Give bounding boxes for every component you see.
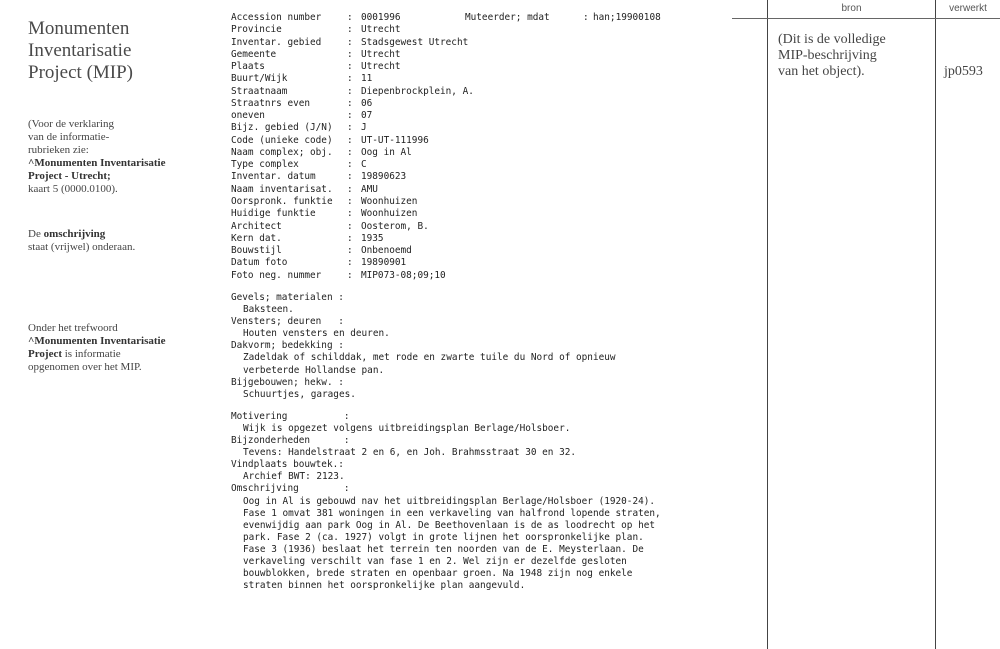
note-line: kaart 5 (0000.0100). [28, 183, 118, 195]
column-divider [767, 0, 768, 649]
section-text: evenwijdig aan park Oog in Al. De Beethovenlaan is de as loodrecht op het [243, 519, 656, 531]
record-row [231, 257, 751, 269]
field-colon: : [347, 122, 353, 134]
record-row [231, 233, 751, 245]
record-section [231, 292, 751, 316]
record-section [231, 435, 751, 459]
section-label: Gevels; materialen : [231, 292, 344, 303]
field-value: Diepenbrockplein, A. [361, 85, 474, 97]
section-label: Motivering : [231, 410, 350, 422]
field-value: Woonhuizen [361, 195, 418, 207]
field-value: J [361, 122, 367, 134]
field-label: Type complex [231, 159, 299, 171]
field-label: Gemeente [231, 48, 277, 60]
field-label: Code (unieke code) [231, 134, 333, 146]
field-colon: : [347, 183, 353, 195]
field-colon: : [347, 12, 353, 23]
field-value: 06 [361, 97, 373, 109]
field-value: Oog in Al [361, 146, 412, 158]
record-fields [231, 12, 751, 282]
field-label: Accession number [231, 12, 322, 23]
section-text: Fase 1 omvat 381 woningen in een verkaveling van halfrond lopende straten, [243, 507, 661, 519]
record-section [231, 483, 751, 592]
field-value: 1935 [361, 232, 384, 244]
verwerkt-code: jp0593 [944, 64, 983, 79]
section-text: Zadeldak of schilddak, met rode en zwarte tuile du Nord of opnieuw [243, 352, 616, 364]
record-row [231, 37, 751, 49]
field-colon: : [347, 97, 353, 109]
record-row [231, 12, 751, 24]
section-text: Tevens: Handelstraat 2 en 6, en Joh. Brahmsstraat 30 en 32. [243, 447, 577, 459]
note-text: De [28, 228, 44, 240]
section-label: Bijgebouwen; hekw. : [231, 376, 344, 388]
note-bold: Project [28, 348, 62, 360]
field-value: Woonhuizen [361, 208, 418, 220]
mutation-colon: : [583, 12, 589, 23]
record-section [231, 340, 751, 376]
field-colon: : [347, 48, 353, 60]
field-value: Utrecht [361, 48, 401, 60]
section-text: Houten vensters en deuren. [243, 328, 390, 340]
mutation-label: Muteerder; mdat [465, 12, 550, 23]
field-value: UT-UT-111996 [361, 134, 429, 146]
record-row [231, 171, 751, 183]
field-label: oneven [231, 110, 265, 122]
record-row [231, 184, 751, 196]
field-value: 11 [361, 73, 373, 85]
section-label: Vensters; deuren : [231, 316, 344, 328]
record-section [231, 316, 751, 340]
field-label: Straatnaam [231, 85, 288, 97]
field-value: Oosterom, B. [361, 220, 429, 232]
note-line: staat (vrijwel) onderaan. [28, 241, 136, 253]
field-label: Foto neg. nummer [231, 269, 322, 281]
title-line: Inventarisatie [28, 40, 132, 61]
note-line: opgenomen over het MIP. [28, 361, 142, 373]
field-value: 07 [361, 110, 373, 122]
note-line: van de informatie- [28, 131, 110, 143]
record-row [231, 49, 751, 61]
section-text: Fase 3 (1936) beslaat het terrein ten noorden van de E. Meysterlaan. De [243, 543, 644, 555]
keyword-note [28, 322, 218, 374]
field-label: Oorspronk. funktie [231, 195, 333, 207]
record-row [231, 270, 751, 282]
record-row [231, 208, 751, 220]
field-value: Utrecht [361, 24, 401, 36]
section-text: verkaveling verschilt van fase 1 en 2. Wel zijn er dezelfde gesloten [243, 555, 627, 567]
note-bold: ^Monumenten Inventarisatie [28, 157, 166, 169]
section-gap [231, 401, 751, 411]
field-value: MIP073-08;09;10 [361, 269, 446, 281]
field-label: Kern dat. [231, 232, 282, 244]
field-value: 19890623 [361, 171, 407, 183]
bron-line: MIP-beschrijving [778, 48, 877, 63]
field-label: Naam inventarisat. [231, 183, 333, 195]
field-label: Buurt/Wijk [231, 73, 288, 85]
field-value: Utrecht [361, 61, 401, 73]
section-text: Wijk is opgezet volgens uitbreidingsplan Berlage/Holsboer. [243, 422, 571, 434]
note-bold: omschrijving [43, 228, 106, 240]
field-label: Straatnrs even [231, 97, 311, 109]
section-label: Dakvorm; bedekking : [231, 340, 344, 352]
section-text: Schuurtjes, garages. [243, 388, 356, 400]
record-section [231, 411, 751, 435]
bron-line: (Dit is de volledige [778, 32, 886, 47]
record-row [231, 196, 751, 208]
field-label: Huidige funktie [231, 208, 316, 220]
field-value: AMU [361, 183, 378, 195]
field-label: Naam complex; obj. [231, 146, 333, 158]
left-margin [28, 18, 218, 84]
field-colon: : [347, 73, 353, 85]
field-colon: : [347, 61, 353, 73]
field-colon: : [347, 269, 353, 281]
record-section [231, 377, 751, 401]
note-line: rubrieken zie: [28, 144, 89, 156]
explanation-note [28, 118, 218, 196]
page-title [28, 18, 218, 84]
field-colon: : [347, 208, 353, 220]
section-text: bouwblokken, brede straten en openbaar groen. Na 1948 zijn nog enkele [243, 568, 633, 580]
field-colon: : [347, 110, 353, 122]
field-colon: : [347, 134, 353, 146]
field-colon: : [347, 24, 353, 36]
record-row [231, 73, 751, 85]
field-label: Plaats [231, 61, 265, 73]
section-text: verbeterde Hollandse pan. [243, 364, 385, 376]
field-value: 0001996 [361, 12, 401, 23]
field-colon: : [347, 85, 353, 97]
record-row [231, 98, 751, 110]
record-row [231, 61, 751, 73]
field-label: Datum foto [231, 257, 288, 269]
record-row [231, 147, 751, 159]
header-rule [732, 18, 1000, 19]
section-text: Archief BWT: 2123. [243, 471, 345, 483]
column-divider [935, 0, 936, 649]
section-label: Bijzonderheden : [231, 435, 350, 447]
field-colon: : [347, 159, 353, 171]
mutation-value: han;19900108 [593, 12, 661, 23]
verwerkt-header: verwerkt [949, 3, 987, 14]
field-label: Architect [231, 220, 282, 232]
section-text: straten binnen het oorspronkelijke plan aangevuld. [243, 580, 526, 592]
field-colon: : [347, 195, 353, 207]
title-line: Project (MIP) [28, 62, 134, 83]
field-value: Onbenoemd [361, 245, 412, 257]
note-bold: Project - Utrecht; [28, 170, 111, 182]
field-colon: : [347, 232, 353, 244]
record-row [231, 122, 751, 134]
field-colon: : [347, 146, 353, 158]
record-sections [231, 292, 751, 592]
record-row [231, 24, 751, 36]
section-label: Vindplaats bouwtek.: [231, 459, 344, 471]
section-text: Oog in Al is gebouwd nav het uitbreidingsplan Berlage/Holsboer (1920-24). [243, 495, 656, 507]
field-label: Inventar. gebied [231, 36, 322, 48]
field-value: C [361, 159, 367, 171]
field-colon: : [347, 245, 353, 257]
record-row [231, 135, 751, 147]
section-text: park. Fase 2 (ca. 1927) volgt in grote lijnen het oorspronkelijke plan. [243, 531, 644, 543]
field-colon: : [347, 257, 353, 269]
record-row [231, 245, 751, 257]
field-label: Bijz. gebied (J/N) [231, 122, 333, 134]
section-label: Omschrijving : [231, 483, 350, 495]
record-row [231, 110, 751, 122]
field-colon: : [347, 36, 353, 48]
record-section [231, 459, 751, 483]
bron-line: van het object). [778, 64, 865, 79]
field-label: Inventar. datum [231, 171, 316, 183]
note-line: Onder het trefwoord [28, 322, 118, 334]
record-row [231, 221, 751, 233]
bron-header: bron [841, 3, 862, 14]
field-label: Bouwstijl [231, 245, 282, 257]
section-text: Baksteen. [243, 304, 294, 316]
field-colon: : [347, 220, 353, 232]
note-line: (Voor de verklaring [28, 118, 114, 130]
note-bold: ^Monumenten Inventarisatie [28, 335, 166, 347]
title-line: Monumenten [28, 18, 130, 39]
field-colon: : [347, 171, 353, 183]
description-note [28, 228, 218, 254]
field-label: Provincie [231, 24, 282, 36]
field-value: 19890901 [361, 257, 407, 269]
record-row [231, 86, 751, 98]
bron-note [778, 32, 928, 80]
field-value: Stadsgewest Utrecht [361, 36, 469, 48]
record-row [231, 159, 751, 171]
note-text: is informatie [62, 348, 121, 360]
